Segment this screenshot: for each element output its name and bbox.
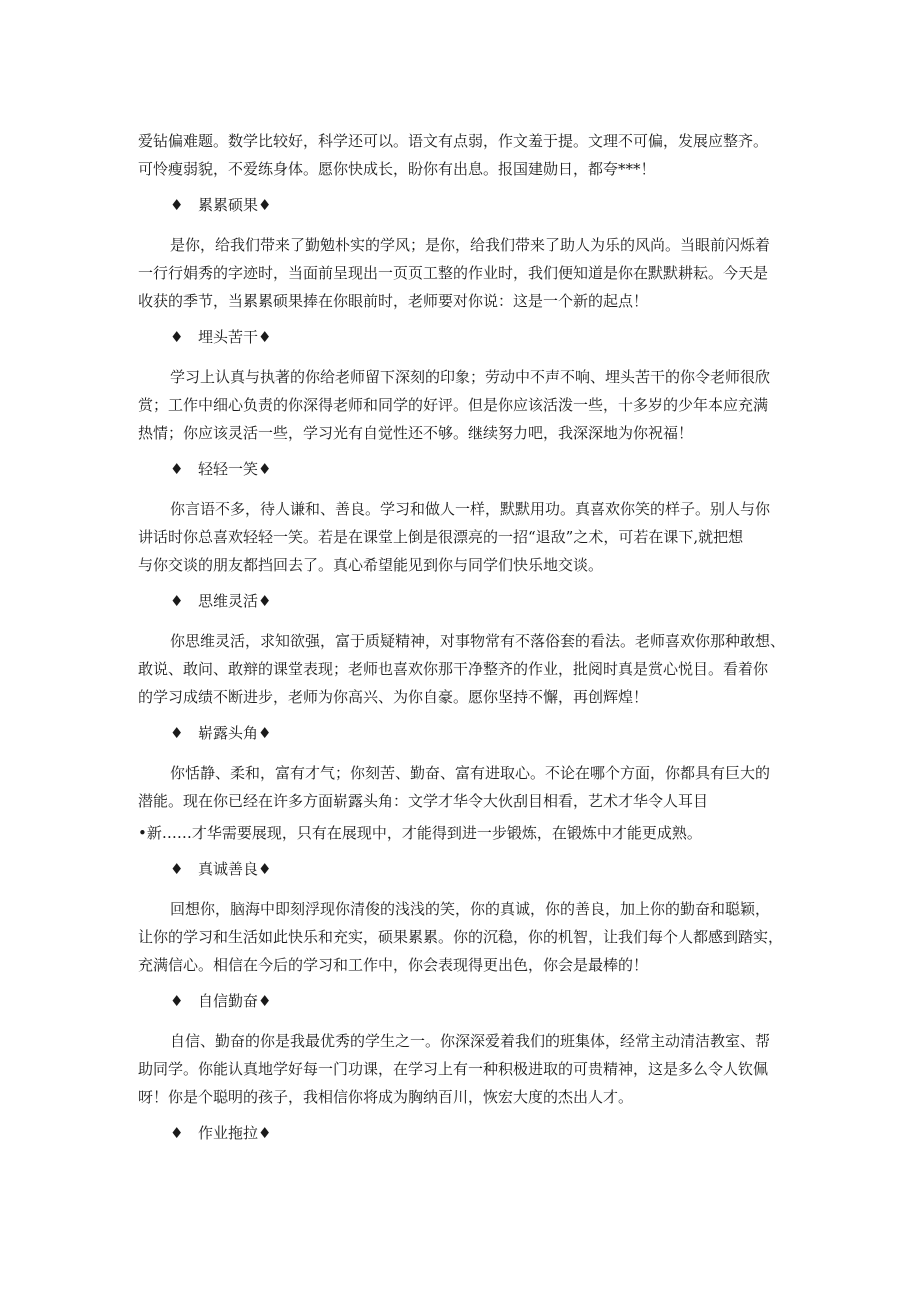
body-line: 可怜瘦弱貌，不爱练身体。愿你快成长，盼你有出息。报国建勋日，都夸***！ bbox=[138, 160, 656, 178]
body-line: 自信、勤奋的你是我最优秀的学生之一。你深深爱着我们的班集体，经常主动清洁教室、帮 bbox=[170, 1032, 771, 1050]
body-line: 敢说、敢问、敢辩的课堂表现；老师也喜欢你那干净整齐的作业，批阅时真是赏心悦目。看着你 bbox=[138, 660, 769, 678]
body-line: 热情；你应该灵活一些，学习光有自觉性还不够。继续努力吧，我深深地为你祝福！ bbox=[138, 424, 694, 442]
section-title: 埋头苦干♦ bbox=[198, 328, 272, 346]
body-line: 助同学。你能认真地学好每一门功课，在学习上有一种积极进取的可贵精神，这是多么令人钦佩 bbox=[138, 1060, 769, 1078]
section-title: 自信勤奋♦ bbox=[198, 992, 272, 1010]
section-heading bbox=[170, 723, 271, 743]
body-line: 潜能。现在你已经在许多方面崭露头角：文学才华令大伙刮目相看，艺术才华令人耳目 bbox=[138, 792, 709, 810]
section-heading bbox=[170, 859, 271, 879]
diamond-bullet-icon: ♦ bbox=[170, 724, 184, 742]
body-line: 你言语不多，待人谦和、善良。学习和做人一样，默默用功。真喜欢你笑的样子。别人与你 bbox=[170, 500, 771, 518]
diamond-bullet-icon: ♦ bbox=[170, 1124, 184, 1142]
body-line: 的学习成绩不断进步，老师为你高兴、为你自豪。愿你坚持不懈，再创辉煌！ bbox=[138, 688, 649, 706]
body-line: 是你，给我们带来了勤勉朴实的学风；是你，给我们带来了助人为乐的风尚。当眼前闪烁着 bbox=[170, 236, 771, 254]
section-title: 真诚善良♦ bbox=[198, 860, 272, 878]
body-line: 充满信心。相信在今后的学习和工作中，你会表现得更出色，你会是最棒的！ bbox=[138, 956, 649, 974]
section-title: 轻轻一笑♦ bbox=[198, 460, 272, 478]
section-title: 作业拖拉♦ bbox=[198, 1124, 272, 1142]
section-heading bbox=[170, 195, 271, 215]
diamond-bullet-icon: ♦ bbox=[170, 328, 184, 346]
body-line: 爱钻偏难题。数学比较好，科学还可以。语文有点弱，作文羞于提。文理不可偏，发展应整齐。 bbox=[138, 132, 769, 150]
diamond-bullet-icon: ♦ bbox=[170, 860, 184, 878]
body-line: 收获的季节，当累累硕果捧在你眼前时，老师要对你说：这是一个新的起点！ bbox=[138, 292, 649, 310]
section-heading bbox=[170, 991, 271, 1011]
diamond-bullet-icon: ♦ bbox=[170, 196, 184, 214]
body-line: 一行行娟秀的字迹时，当面前呈现出一页页工整的作业时，我们便知道是你在默默耕耘。今天是 bbox=[138, 264, 769, 282]
section-title: 思维灵活♦ bbox=[198, 592, 272, 610]
body-line: 呀！你是个聪明的孩子，我相信你将成为胸纳百川，恢宏大度的杰出人才。 bbox=[138, 1088, 634, 1106]
diamond-bullet-icon: ♦ bbox=[170, 992, 184, 1010]
section-title: 崭露头角♦ bbox=[198, 724, 272, 742]
body-line: 让你的学习和生活如此快乐和充实，硕果累累。你的沉稳，你的机智，让我们每个人都感到踏实， bbox=[138, 928, 784, 946]
body-line: 你思维灵活，求知欲强，富于质疑精神，对事物常有不落俗套的看法。老师喜欢你那种敢想、 bbox=[170, 632, 786, 650]
section-title: 累累硕果♦ bbox=[198, 196, 272, 214]
section-heading bbox=[170, 459, 271, 479]
diamond-bullet-icon: ♦ bbox=[170, 592, 184, 610]
section-heading bbox=[170, 1123, 271, 1143]
body-line: 你恬静、柔和，富有才气；你刻苦、勤奋、富有进取心。不论在哪个方面，你都具有巨大的 bbox=[170, 764, 771, 782]
diamond-bullet-icon: ♦ bbox=[170, 460, 184, 478]
section-heading bbox=[170, 591, 271, 611]
body-line: 回想你，脑海中即刻浮现你清俊的浅浅的笑，你的真诚，你的善良，加上你的勤奋和聪颖， bbox=[170, 900, 771, 918]
body-line: 赏；工作中细心负责的你深得老师和同学的好评。但是你应该活泼一些，十多岁的少年本应充满 bbox=[138, 396, 769, 414]
body-line: 与你交谈的朋友都挡回去了。真心希望能见到你与同学们快乐地交谈。 bbox=[138, 556, 604, 574]
section-heading bbox=[170, 327, 271, 347]
body-line: 学习上认真与执著的你给老师留下深刻的印象；劳动中不声不响、埋头苦干的你令老师很欣 bbox=[170, 368, 771, 386]
body-line: 讲话时你总喜欢轻轻一笑。若是在课堂上倒是很漂亮的一招“退敌”之术，可若在课下,就把想 bbox=[138, 528, 744, 546]
body-line: •新……才华需要展现，只有在展现中，才能得到进一步锻炼，在锻炼中才能更成熟。 bbox=[138, 824, 702, 842]
